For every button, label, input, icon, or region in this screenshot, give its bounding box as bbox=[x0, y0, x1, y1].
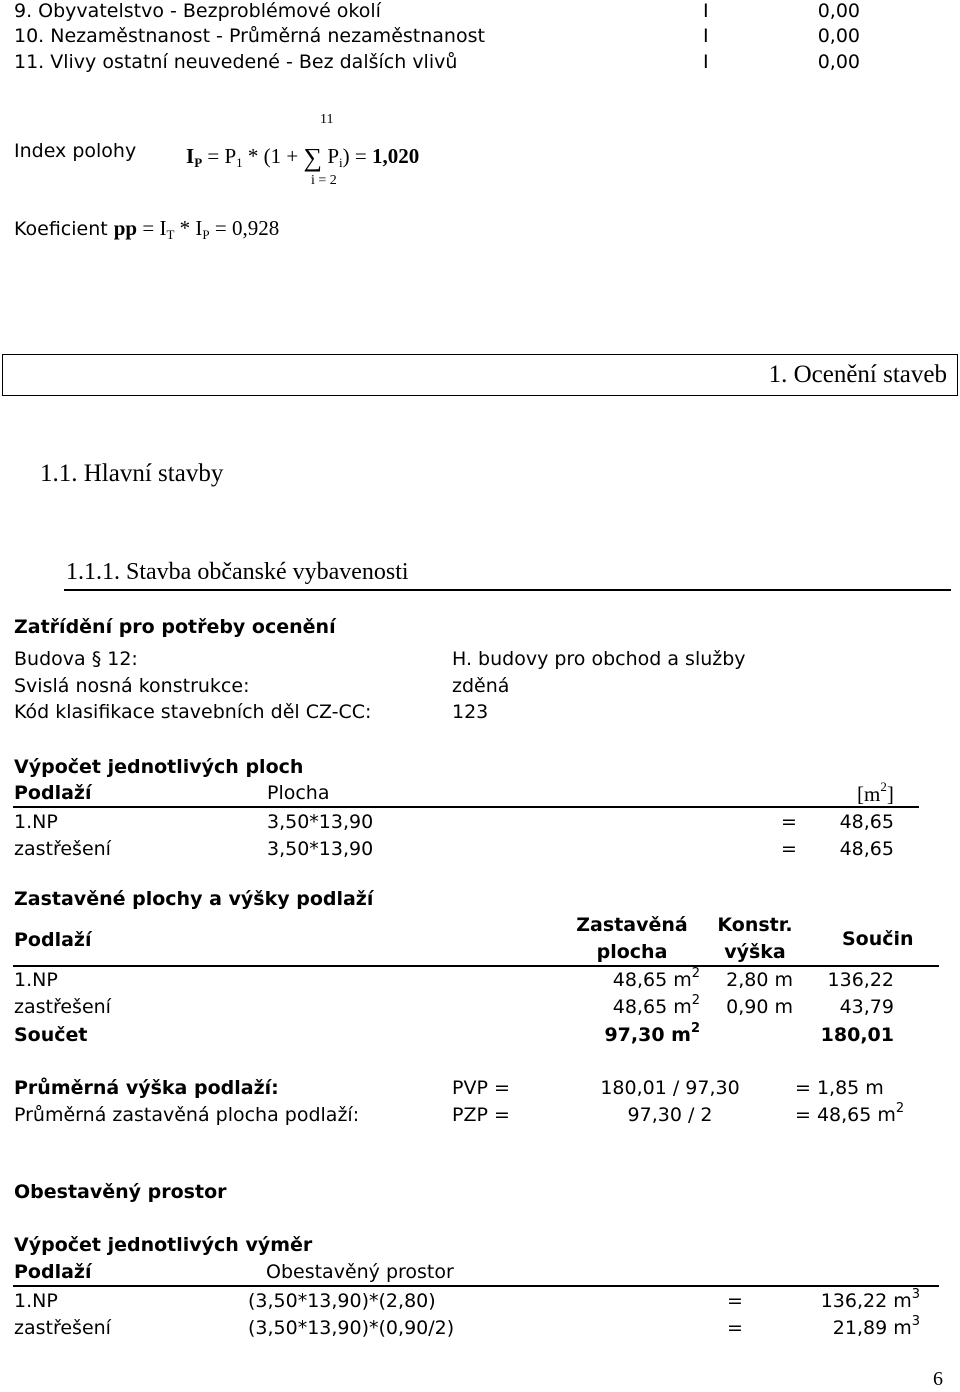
volume-row-2-floor: zastřešení bbox=[14, 1317, 111, 1339]
volume-subtitle: Výpočet jednotlivých výměr bbox=[14, 1234, 313, 1256]
built-col-height-line1: Konstr. bbox=[717, 914, 793, 936]
built-row-1-floor: 1.NP bbox=[14, 969, 58, 991]
classification-structure-label: Svislá nosná konstrukce: bbox=[14, 675, 250, 697]
areas-col-floor: Podlaží bbox=[14, 782, 92, 804]
built-row-2-area-sup: 2 bbox=[691, 993, 700, 1008]
p1-subscript: 1 bbox=[236, 155, 243, 170]
avg-height-abbr: PVP = bbox=[452, 1077, 510, 1099]
areas-row-2-expr: 3,50*13,90 bbox=[267, 838, 374, 860]
index-polohy-label: Index polohy bbox=[14, 140, 137, 162]
areas-row-2-value: 48,65 bbox=[839, 838, 894, 860]
formula-p1: = P bbox=[202, 144, 237, 168]
koeficient-ip: * I bbox=[174, 216, 203, 240]
factor-9-value: 0,00 bbox=[817, 0, 860, 22]
volume-row-2-value-text: 21,89 m bbox=[832, 1317, 912, 1339]
areas-row-2-eq: = bbox=[781, 838, 797, 860]
classification-code-label: Kód klasifikace stavebních děl CZ-CC: bbox=[14, 701, 372, 723]
built-row-2-area-value: 48,65 m bbox=[612, 996, 692, 1018]
areas-row-1-expr: 3,50*13,90 bbox=[267, 811, 374, 833]
index-polohy-result: 1,020 bbox=[371, 144, 420, 168]
formula-open: * (1 + bbox=[242, 144, 304, 168]
built-row-1-area-value: 48,65 m bbox=[612, 969, 692, 991]
areas-col-area: Plocha bbox=[267, 782, 330, 804]
avg-height-result bbox=[795, 1077, 884, 1099]
index-polohy-formula bbox=[186, 140, 419, 170]
volume-row-1-value-text: 136,22 m bbox=[820, 1290, 912, 1312]
sum-upper-limit: 11 bbox=[320, 112, 334, 127]
sigma-icon: ∑ bbox=[303, 143, 323, 172]
volume-row-1-expr: (3,50*13,90)*(2,80) bbox=[248, 1290, 436, 1312]
built-col-area-line2: plocha bbox=[596, 941, 668, 963]
areas-row-1-value: 48,65 bbox=[839, 811, 894, 833]
built-row-2-height: 0,90 m bbox=[726, 996, 793, 1018]
unit-sup: 2 bbox=[880, 779, 887, 794]
volume-header-rule bbox=[13, 1285, 939, 1287]
factor-10-label: 10. Nezaměstnanost - Průměrná nezaměstnanost bbox=[14, 25, 485, 47]
built-col-product: Součin bbox=[842, 928, 914, 950]
factor-10-class: I bbox=[703, 25, 709, 47]
volume-col-volume: Obestavěný prostor bbox=[266, 1261, 454, 1283]
koeficient-it: = I bbox=[137, 216, 167, 240]
volume-row-1-floor: 1.NP bbox=[14, 1290, 58, 1312]
avg-area-abbr: PZP = bbox=[452, 1104, 510, 1126]
page-number: 6 bbox=[933, 1368, 943, 1390]
volume-col-floor: Podlaží bbox=[14, 1261, 92, 1283]
koeficient-line bbox=[14, 216, 279, 241]
built-header-rule bbox=[13, 965, 939, 967]
areas-row-1-floor: 1.NP bbox=[14, 811, 58, 833]
built-total-area-value: 97,30 m bbox=[604, 1024, 691, 1046]
factor-9-label: 9. Obyvatelstvo - Bezproblémové okolí bbox=[14, 0, 381, 22]
built-row-2-area bbox=[570, 993, 700, 1018]
built-row-1-area bbox=[570, 966, 700, 991]
pi-subscript: i bbox=[339, 155, 343, 170]
subsubsection-underline bbox=[64, 589, 951, 591]
koeficient-label: Koeficient bbox=[14, 218, 114, 240]
built-row-2-floor: zastřešení bbox=[14, 996, 111, 1018]
classification-title: Zatřídění pro potřeby ocenění bbox=[14, 616, 336, 638]
areas-col-unit bbox=[857, 779, 894, 807]
subsubsection-title: 1.1.1. Stavba občanské vybavenosti bbox=[66, 559, 409, 585]
built-total-product: 180,01 bbox=[820, 1024, 894, 1046]
formula-close: ) = bbox=[342, 144, 372, 168]
volume-row-1-value bbox=[780, 1287, 920, 1312]
areas-title: Výpočet jednotlivých ploch bbox=[14, 756, 304, 778]
factor-11-value: 0,00 bbox=[817, 51, 860, 73]
built-total-label: Součet bbox=[14, 1024, 88, 1046]
classification-code-value: 123 bbox=[452, 701, 489, 723]
classification-structure-value: zděná bbox=[452, 675, 510, 697]
ip-subscript-2: P bbox=[202, 227, 210, 242]
avg-height-expr: 180,01 / 97,30 bbox=[600, 1077, 740, 1099]
factor-10-value: 0,00 bbox=[817, 25, 860, 47]
areas-row-2-floor: zastřešení bbox=[14, 838, 111, 860]
section-header-box bbox=[2, 354, 958, 396]
unit-close: ] bbox=[886, 782, 894, 806]
volume-row-1-sup: 3 bbox=[911, 1287, 920, 1302]
koeficient-result: = 0,928 bbox=[209, 216, 280, 240]
avg-height-result-value: = 1,85 m bbox=[795, 1077, 884, 1099]
built-col-height-line2: výška bbox=[724, 941, 786, 963]
ip-symbol: I bbox=[186, 144, 195, 168]
section-header-title: 1. Ocenění staveb bbox=[768, 361, 947, 388]
ip-subscript: P bbox=[194, 155, 203, 170]
avg-height-label: Průměrná výška podlaží: bbox=[14, 1077, 279, 1099]
volume-row-2-sup: 3 bbox=[911, 1314, 920, 1329]
built-row-1-area-sup: 2 bbox=[691, 966, 700, 981]
volume-row-1-eq: = bbox=[727, 1290, 743, 1312]
avg-area-result-value: = 48,65 m bbox=[795, 1104, 896, 1126]
built-col-area-line1: Zastavěná bbox=[576, 914, 688, 936]
factor-9-class: I bbox=[703, 0, 709, 22]
factor-11-label: 11. Vlivy ostatní neuvedené - Bez dalších vlivů bbox=[14, 51, 458, 73]
classification-building-label: Budova § 12: bbox=[14, 648, 138, 670]
areas-header-rule bbox=[13, 806, 919, 808]
avg-area-expr: 97,30 / 2 bbox=[627, 1104, 713, 1126]
volume-row-2-eq: = bbox=[727, 1317, 743, 1339]
volume-title: Obestavěný prostor bbox=[14, 1181, 227, 1203]
classification-building-value: H. budovy pro obchod a služby bbox=[452, 648, 746, 670]
koeficient-pp: pp bbox=[113, 216, 138, 240]
areas-row-1-eq: = bbox=[781, 811, 797, 833]
built-row-1-height: 2,80 m bbox=[726, 969, 793, 991]
avg-area-result-sup: 2 bbox=[895, 1101, 905, 1116]
built-areas-title: Zastavěné plochy a výšky podlaží bbox=[14, 888, 374, 910]
sum-lower-limit: i = 2 bbox=[311, 173, 337, 188]
formula-pi: P bbox=[322, 144, 339, 168]
subsection-title: 1.1. Hlavní stavby bbox=[40, 460, 224, 487]
factor-11-class: I bbox=[703, 51, 709, 73]
avg-area-label: Průměrná zastavěná plocha podlaží: bbox=[14, 1104, 360, 1126]
volume-row-2-expr: (3,50*13,90)*(0,90/2) bbox=[248, 1317, 455, 1339]
built-col-floor: Podlaží bbox=[14, 929, 92, 951]
volume-row-2-value bbox=[780, 1314, 920, 1339]
built-total-area bbox=[570, 1021, 700, 1046]
built-row-2-product: 43,79 bbox=[839, 996, 894, 1018]
built-total-area-sup: 2 bbox=[690, 1021, 700, 1036]
built-row-1-product: 136,22 bbox=[827, 969, 894, 991]
unit-m: [m bbox=[857, 782, 881, 806]
avg-area-result bbox=[795, 1101, 905, 1126]
it-subscript: T bbox=[166, 227, 175, 242]
